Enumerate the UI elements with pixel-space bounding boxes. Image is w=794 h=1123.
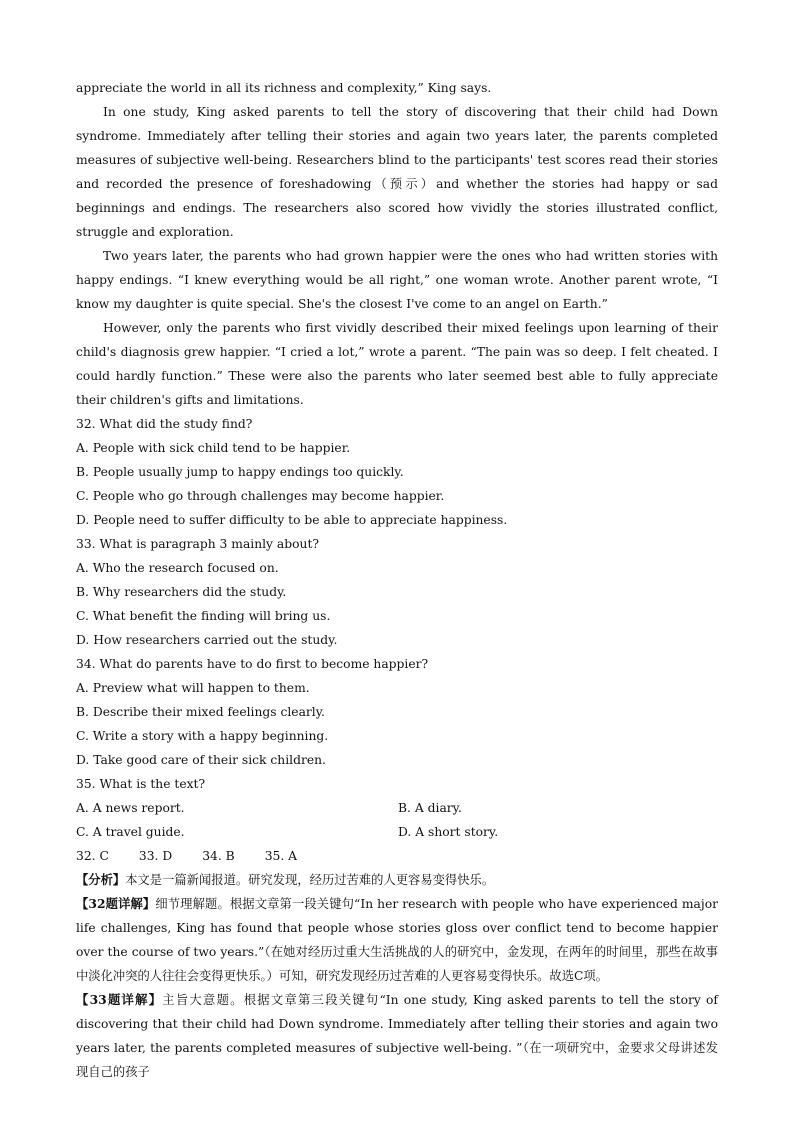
option-c: C. Write a story with a happy beginning. (76, 729, 329, 743)
passage-paragraph-2: Two years later, the parents who had grown happier were the ones who had written stories with happy endings. “I knew everything would be all right,” one woman wrote. Another parent wrote, “I know my daughter is quite special. She's the closest I've come to an angel on Earth.” (76, 249, 718, 311)
option-d: D. People need to suffer difficulty to be able to appreciate happiness. (76, 513, 508, 527)
document-page (76, 76, 718, 1084)
option-d: D. How researchers carried out the study. (76, 633, 338, 647)
question-35 (76, 772, 718, 844)
question-34 (76, 652, 718, 772)
answer-34: 34. B (202, 849, 235, 863)
option-b: B. Why researchers did the study. (76, 585, 287, 599)
analysis-tag: 【分析】 (76, 872, 126, 887)
question-stem: 33. What is paragraph 3 mainly about? (76, 537, 319, 551)
option-a: A. People with sick child tend to be happier. (76, 441, 351, 455)
analysis-tag: 【33题详解】 (76, 992, 163, 1007)
option-row (76, 820, 718, 844)
question-32 (76, 412, 718, 532)
option-b: B. A diary. (398, 801, 462, 815)
answer-32: 32. C (76, 849, 109, 863)
analysis-summary (76, 868, 718, 892)
question-stem: 35. What is the text? (76, 777, 206, 791)
option-d: D. A short story. (398, 825, 499, 839)
passage-paragraph-0: appreciate the world in all its richness and complexity,” King says. (76, 81, 492, 95)
analysis-text: 本文是一篇新闻报道。研究发现，经历过苦难的人更容易变得快乐。 (125, 873, 495, 887)
option-d: D. Take good care of their sick children. (76, 753, 326, 767)
option-row (76, 796, 718, 820)
option-c: C. People who go through challenges may become happier. (76, 489, 445, 503)
analysis-tag: 【32题详解】 (76, 896, 156, 911)
option-a: A. A news report. (76, 801, 185, 815)
analysis-33 (76, 988, 718, 1084)
question-stem: 34. What do parents have to do first to become happier? (76, 657, 429, 671)
analysis-32 (76, 892, 718, 988)
option-b: B. People usually jump to happy endings too quickly. (76, 465, 404, 479)
analysis-text: 主旨大意题。根据文章第三段关键句“In one study, King asked parents to tell the story of discovering that their child had Down syndrome. Immediately after telling their stories and again two years later, the parents completed measures of subjective well-being. ”（在一项研究中，金要求父母讲述发现自己的孩子 (76, 993, 718, 1079)
option-a: A. Who the research focused on. (76, 561, 279, 575)
option-c: C. A travel guide. (76, 825, 185, 839)
question-stem: 32. What did the study find? (76, 417, 253, 431)
passage-paragraph-1: In one study, King asked parents to tell the story of discovering that their child had Down syndrome. Immediately after telling their stories and again two years later, the parents completed measures of subjective well-being. Researchers blind to the participants' test scores read their stories and recorded the presence of foreshadowing（预示）and whether the stories had happy or sad beginnings and endings. The researchers also scored how vividly the stories illustrated conflict, struggle and exploration. (76, 105, 718, 239)
question-33 (76, 532, 718, 652)
answer-33: 33. D (138, 849, 173, 863)
answer-key (76, 844, 718, 868)
passage-paragraph-3: However, only the parents who first vividly described their mixed feelings upon learning of their child's diagnosis grew happier. “I cried a lot,” wrote a parent. “The pain was so deep. I felt cheated. I could hardly function.” These were also the parents who later seemed best able to fully appreciate their children's gifts and limitations. (76, 321, 718, 407)
answer-35: 35. A (264, 849, 298, 863)
option-a: A. Preview what will happen to them. (76, 681, 310, 695)
analysis-text: 细节理解题。根据文章第一段关键句“In her research with people who have experienced major life challenges, King has found that people whose stories gloss over conflict tend to become happier over the course of two years.”（在她对经历过重大生活挑战的人的研究中，金发现，在两年的时间里，那些在故事中淡化冲突的人往往会变得更快乐。）可知，研究发现经历过苦难的人更容易变得快乐。故选C项。 (76, 897, 718, 983)
option-c: C. What benefit the finding will bring us. (76, 609, 331, 623)
option-b: B. Describe their mixed feelings clearly. (76, 705, 325, 719)
